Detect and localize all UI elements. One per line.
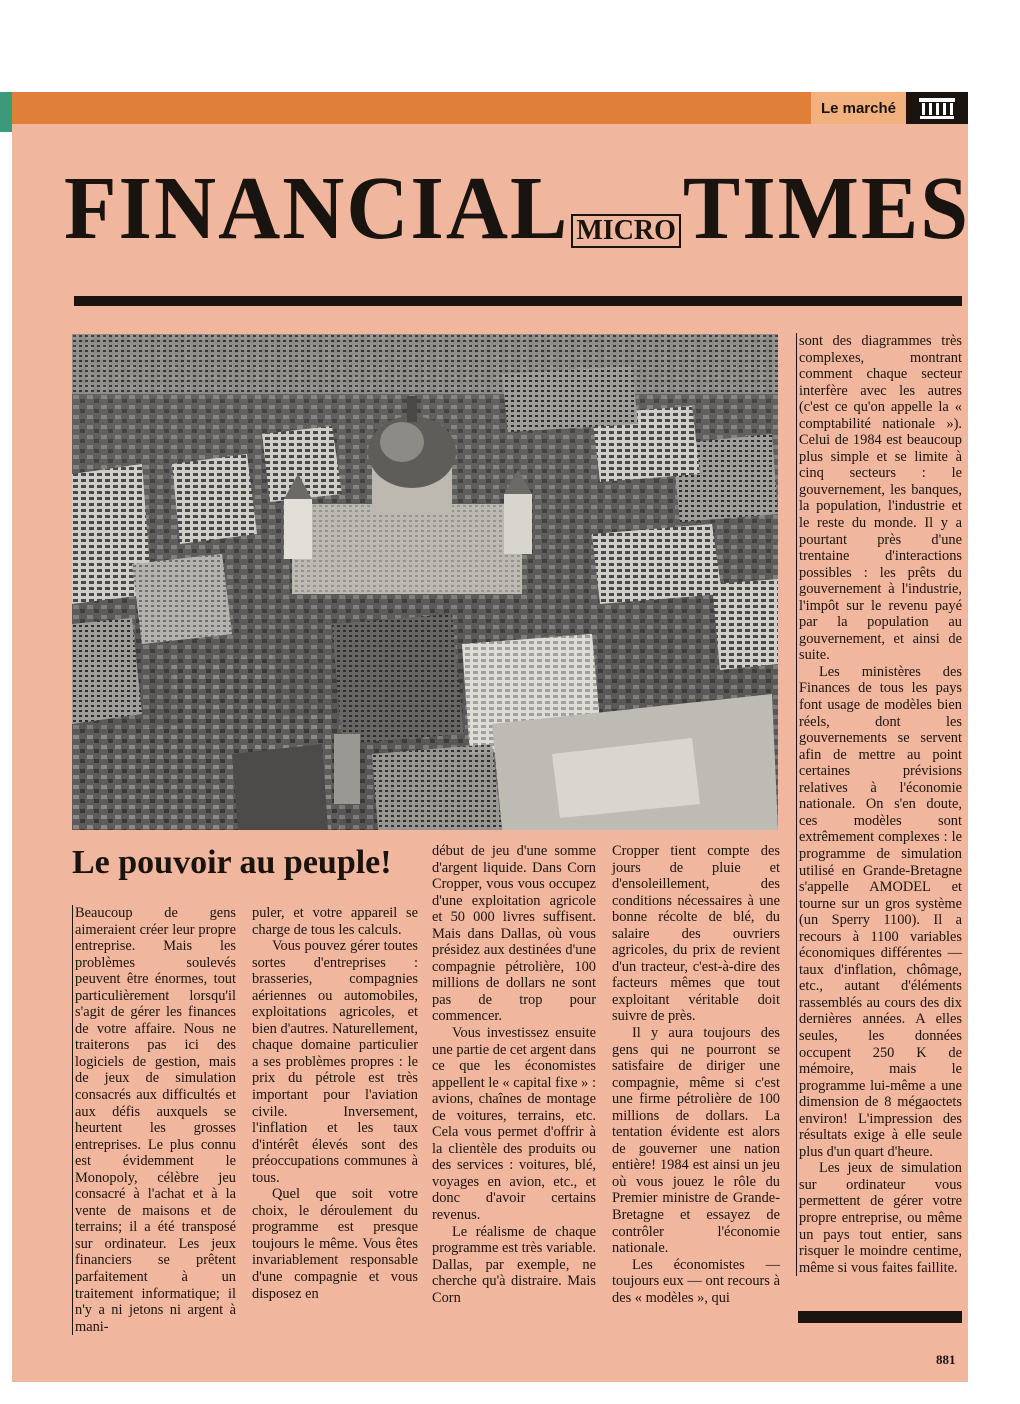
aerial-city-illustration — [72, 334, 778, 830]
columns-building-icon — [906, 92, 968, 124]
column-5-paragraph-3: Les jeux de simulation sur ordinateur vous permettent de gérer votre propre entreprise, ou même un pays tout entier, sans risquer le moindre centime, même si vous faites faillite. — [799, 1160, 962, 1276]
masthead-letter-l: L — [510, 157, 570, 258]
article-column-2 — [252, 905, 418, 1302]
article-column-5 — [796, 333, 962, 1276]
masthead-micro: MICRO — [571, 214, 681, 248]
column-3-paragraph-1: début de jeu d'une somme d'argent liquide. Dans Corn Cropper, vous vous occupez d'une exploitation agricole et 50 000 livres suffisent. Mais dans Dallas, où vous présidez aux destinées d'une compagnie pétrolière, 100 millions de dollars ne sont pas de trop pour commencer. — [432, 843, 596, 1025]
column-2-paragraph-1: puler, et votre appareil se charge de tous les calculs. — [252, 905, 418, 938]
column-2-paragraph-2: Vous pouvez gérer toutes sortes d'entreprises : brasseries, compagnies aériennes ou automobiles, exploitations agricoles, et bien d'autres. Naturellement, chaque domaine particulier a ses problèmes propres : le prix du pétrole est très important pour l'aviation civile. Inversement, l'inflation et les taux d'intérêt élevés sont des préoccupations communes à tous. — [252, 938, 418, 1186]
article-column-3 — [432, 843, 596, 1306]
column-5-paragraph-1: sont des diagrammes très complexes, montrant comment chaque secteur interfère avec les autres (c'est ce qu'on appelle la « comptabilité nationale »). Celui de 1984 est beaucoup plus simple et se limite à cinq secteurs : le gouvernement, les banques, la population, l'industrie et le reste du monde. Il y a pourtant près d'une trentaine d'interactions possibles : les prêts du gouvernement à l'industrie, l'impôt sur le revenu payé par la population au gouvernement, et ainsi de suite. — [799, 333, 962, 664]
column-4-paragraph-2: Il y aura toujours des gens qui ne pourront se satisfaire de diriger une compagnie, même si c'est une firme pétrolière de 100 millions de dollars. La tentation évidente est alors de gouverner une nation entière! 1984 est ainsi un jeu où vous jouez le rôle du Premier ministre de Grande-Bretagne et essayez de contrôler l'économie nationale. — [612, 1025, 780, 1257]
masthead-letter-t: T — [682, 157, 743, 258]
masthead-word-imes: IMES — [742, 157, 971, 258]
article-column-1 — [72, 905, 236, 1335]
column-4-paragraph-1: Cropper tient compte des jours de pluie et d'ensoleillement, des conditions nécessaires à une bonne récolte de blé, du salaire des ouvriers agricoles, du prix de revient d'un tracteur, c'est-à-dire des facteurs mêmes que tout exploitant véritable doit suivre de près. — [612, 843, 780, 1025]
section-label: Le marché — [811, 92, 906, 124]
masthead-rule — [74, 296, 962, 306]
article-end-bar — [798, 1311, 962, 1323]
article-column-4 — [612, 843, 780, 1306]
column-3-paragraph-2: Vous investissez ensuite une partie de cet argent dans ce que les économistes appellent le « capital fixe » : avions, chaînes de montage de voitures, terrains, etc. Cela vous permet d'offrir à la clientèle des produits ou des services : voitures, blé, voyages en avion, etc., et donc d'avoir certains revenus. — [432, 1025, 596, 1224]
green-edge-strip — [0, 92, 12, 132]
aerial-city-photo — [72, 334, 778, 830]
column-2-paragraph-3: Quel que soit votre choix, le déroulement du programme est presque toujours le même. Vous êtes invariablement responsable d'une compagnie et vous disposez en — [252, 1186, 418, 1302]
masthead — [64, 148, 971, 258]
column-3-paragraph-3: Le réalisme de chaque programme est très variable. Dallas, par exemple, ne cherche qu'à distraire. Mais Corn — [432, 1223, 596, 1306]
section-tab — [811, 92, 968, 124]
page-number: 881 — [936, 1352, 956, 1367]
masthead-micro-box — [571, 214, 681, 248]
column-5-paragraph-2: Les ministères des Finances de tous les pays font usage de modèles bien réels, dont les gouvernements se servent afin de mettre au point certaines prévisions relatives à l'économie nationale. On s'en doute, ces modèles sont extrêmement complexes : le programme de simulation utilisé en Grande-Bretagne s'appelle AMODEL et tourne sur un gros système (un Sperry 1100). Il a recours à 1100 variables économiques différentes — taux d'inflation, chômage, etc., autant d'éléments rassemblés au cours des dix dernières années. A elles seules, les données occupent 250 K de mémoire, mais le programme lui-même a une dimension de 8 mégaoctets environ! L'impression des résultats exige à elle seule plus d'un quart d'heure. — [799, 663, 962, 1160]
article-title: Le pouvoir au peuple! — [72, 844, 392, 881]
column-1-paragraph-1: Beaucoup de gens aimeraient créer leur propre entreprise. Mais les problèmes soulevés peuvent être énormes, tout particulièrement lorsqu'il s'agit de gérer les finances de votre affaire. Nous ne traiterons pas ici des logiciels de gestion, mais de jeux de simulation consacrés aux difficultés et aux défis auxquels se heurtent les grosses entreprises. Le plus connu est évidemment le Monopoly, célèbre jeu consacré à l'achat et à la vente de maisons et de terrains; il a été transposé sur ordinateur. Les jeux financiers se prêtent parfaitement à un traitement informatique; il n'y a ni jetons ni argent à mani- — [75, 905, 236, 1335]
column-4-paragraph-3: Les économistes — toujours eux — ont recours à des « modèles », qui — [612, 1256, 780, 1306]
masthead-word-financia: FINANCIA — [64, 157, 510, 258]
